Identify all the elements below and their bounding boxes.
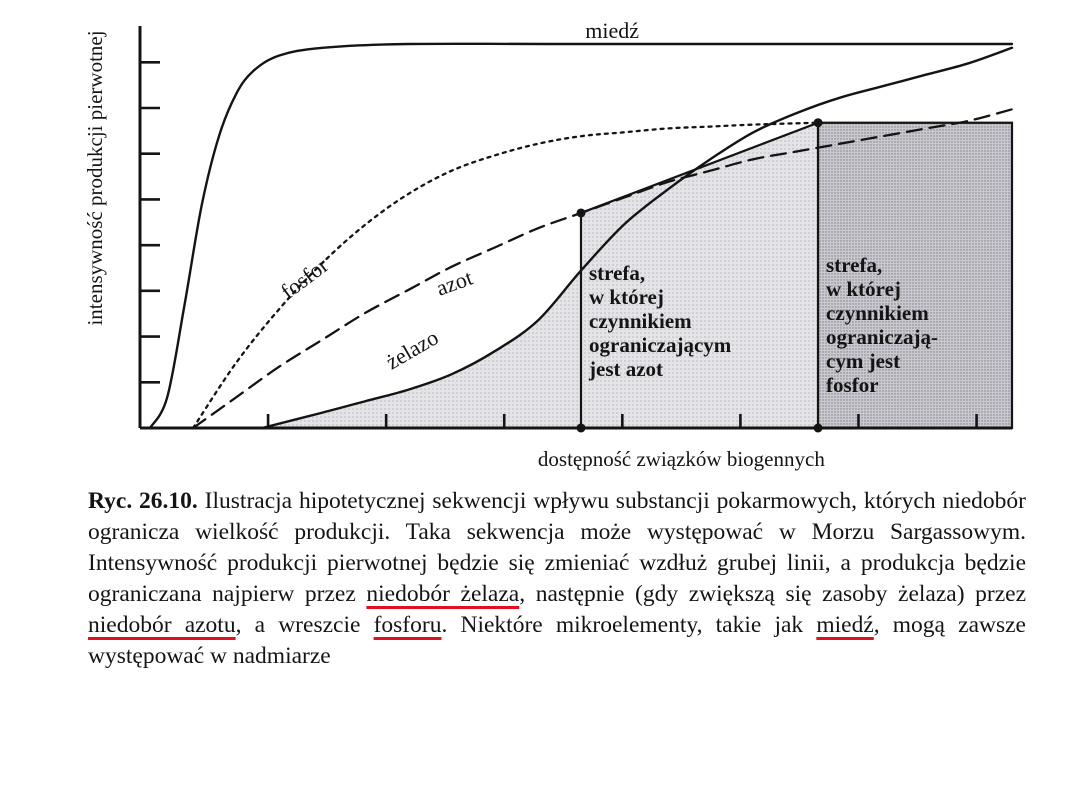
y-axis-label: intensywność produkcji pierwotnej — [83, 30, 107, 326]
phosphorus-zone-label-line: w której — [826, 277, 901, 301]
phosphorus-zone-label-line: strefa, — [826, 253, 883, 277]
caption-text-4: . Niektóre mikroelementy, takie jak — [441, 612, 817, 638]
x-axis-label: dostępność związków biogennych — [537, 447, 825, 471]
phosphorus-zone-label-line: czynnikiem — [826, 301, 929, 325]
highlight-copper: miedź — [816, 612, 874, 638]
phosphorus-zone-label-line: cym jest — [826, 349, 901, 373]
figure-number: Ryc. 26.10. — [88, 488, 198, 514]
marked-point — [577, 424, 586, 433]
series-label-iron: żelazo — [381, 324, 443, 375]
caption-text-3: , a wreszcie — [235, 612, 374, 638]
marked-point — [814, 424, 823, 433]
nitrogen-zone-label-line: w której — [589, 285, 664, 309]
nitrogen-zone-label-line: czynnikiem — [589, 309, 692, 333]
caption-text-2: , następnie (gdy zwiększą się zasoby żelaza) przez — [519, 581, 1027, 607]
marked-point — [814, 118, 823, 127]
series-label-phosphorus: fosfor — [275, 252, 333, 304]
caption-text-5: , mogą zawsze występować w nadmiarze — [88, 612, 1026, 669]
highlight-iron-deficiency: niedobór żelaza — [366, 581, 520, 607]
phosphorus-zone-label-line: fosfor — [826, 373, 879, 397]
series-label-nitrogen: azot — [432, 264, 476, 301]
nitrogen-zone-label-line: ograniczającym — [589, 333, 732, 357]
figure-caption — [88, 486, 1026, 672]
caption-text-1: Ilustracja hipotetycznej sekwencji wpływu substancji pokarmowych, których niedobór ogranicza wielkość produkcji. Taka sekwencja może występować w Morzu Sargassowym. Intensywność produkcji pierwotnej będzie się zmieniać wzdłuż grubej linii, a produkcja będzie ograniczana najpierw przez — [88, 488, 1026, 607]
marked-point — [577, 208, 586, 217]
nitrogen-zone-label-line: jest azot — [589, 357, 664, 381]
series-label-copper: miedź — [585, 18, 640, 43]
phosphorus-zone-label-line: ograniczają- — [826, 325, 939, 349]
highlight-nitrogen-deficiency: niedobór azotu — [88, 612, 236, 638]
highlight-phosphorus: fosforu — [373, 612, 442, 638]
nitrogen-zone-label-line: strefa, — [589, 261, 646, 285]
